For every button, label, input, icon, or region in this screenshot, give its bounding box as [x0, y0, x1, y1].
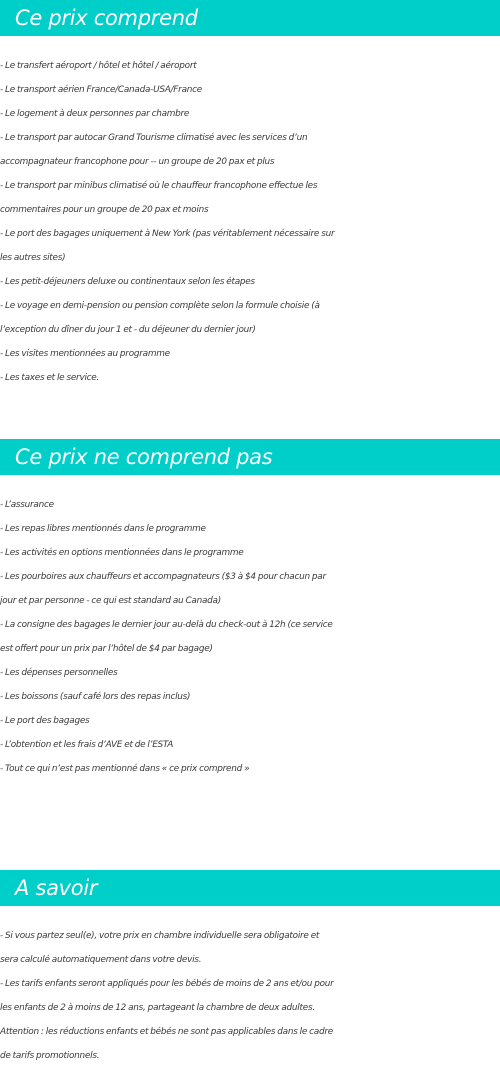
info-line: - Si vous partez seul(e), votre prix en chambre individuelle sera obligatoire et — [0, 931, 320, 941]
excluded-line: - L’obtention et les frais d’AVE et de l’ESTA — [0, 740, 174, 750]
section-header-ce-prix-comprend — [0, 0, 500, 36]
section-body-ce-prix-comprend — [0, 54, 500, 390]
included-line: l’exception du dîner du jour 1 et - du déjeuner du dernier jour) — [0, 325, 256, 335]
included-line: - Le port des bagages uniquement à New York (pas véritablement nécessaire sur — [0, 229, 335, 239]
included-line: - Le transfert aéroport / hôtel et hôtel / aéroport — [0, 61, 197, 71]
included-line: - Les petit-déjeuners deluxe ou continentaux selon les étapes — [0, 277, 255, 287]
excluded-line: - Les pourboires aux chauffeurs et accompagnateurs ($3 à $4 pour chacun par — [0, 572, 326, 582]
section-title: Ce prix comprend — [15, 6, 198, 30]
section-header-a-savoir — [0, 870, 500, 906]
excluded-line: - L’assurance — [0, 500, 54, 510]
included-line: - Les visites mentionnées au programme — [0, 349, 170, 359]
excluded-line: est offert pour un prix par l’hôtel de $4 par bagage) — [0, 644, 213, 654]
info-line: Attention : les réductions enfants et bébés ne sont pas applicables dans le cadre — [0, 1027, 333, 1037]
excluded-line: jour et par personne - ce qui est standard au Canada) — [0, 596, 221, 606]
included-line: commentaires pour un groupe de 20 pax et moins — [0, 205, 209, 215]
section-header-ce-prix-ne-comprend-pas — [0, 439, 500, 475]
included-line: - Le logement à deux personnes par chambre — [0, 109, 190, 119]
info-line: sera calculé automatiquement dans votre devis. — [0, 955, 202, 965]
included-line: - Les taxes et le service. — [0, 373, 100, 383]
excluded-line: - Tout ce qui n’est pas mentionné dans « ce prix comprend » — [0, 764, 250, 774]
excluded-line: - Les dépenses personnelles — [0, 668, 118, 678]
info-line: de tarifs promotionnels. — [0, 1051, 100, 1061]
section-body-a-savoir — [0, 924, 500, 1068]
included-line: - Le transport par autocar Grand Tourisme climatisé avec les services d’un — [0, 133, 308, 143]
section-title: A savoir — [15, 876, 98, 900]
included-line: les autres sites) — [0, 253, 66, 263]
section-body-ce-prix-ne-comprend-pas — [0, 493, 500, 781]
included-line: - Le transport par minibus climatisé où le chauffeur francophone effectue les — [0, 181, 318, 191]
info-line: les enfants de 2 à moins de 12 ans, partageant la chambre de deux adultes. — [0, 1003, 315, 1013]
included-line: - Le transport aérien France/Canada-USA/France — [0, 85, 202, 95]
excluded-line: - Les boissons (sauf café lors des repas inclus) — [0, 692, 191, 702]
section-title: Ce prix ne comprend pas — [15, 445, 273, 469]
excluded-line: - Les activités en options mentionnées dans le programme — [0, 548, 244, 558]
included-line: - Le voyage en demi-pension ou pension complète selon la formule choisie (à — [0, 301, 320, 311]
excluded-line: - La consigne des bagages le dernier jour au-delà du check-out à 12h (ce service — [0, 620, 333, 630]
info-line: - Les tarifs enfants seront appliqués pour les bébés de moins de 2 ans et/ou pour — [0, 979, 334, 989]
included-line: accompagnateur francophone pour -- un groupe de 20 pax et plus — [0, 157, 275, 167]
excluded-line: - Le port des bagages — [0, 716, 90, 726]
excluded-line: - Les repas libres mentionnés dans le programme — [0, 524, 206, 534]
